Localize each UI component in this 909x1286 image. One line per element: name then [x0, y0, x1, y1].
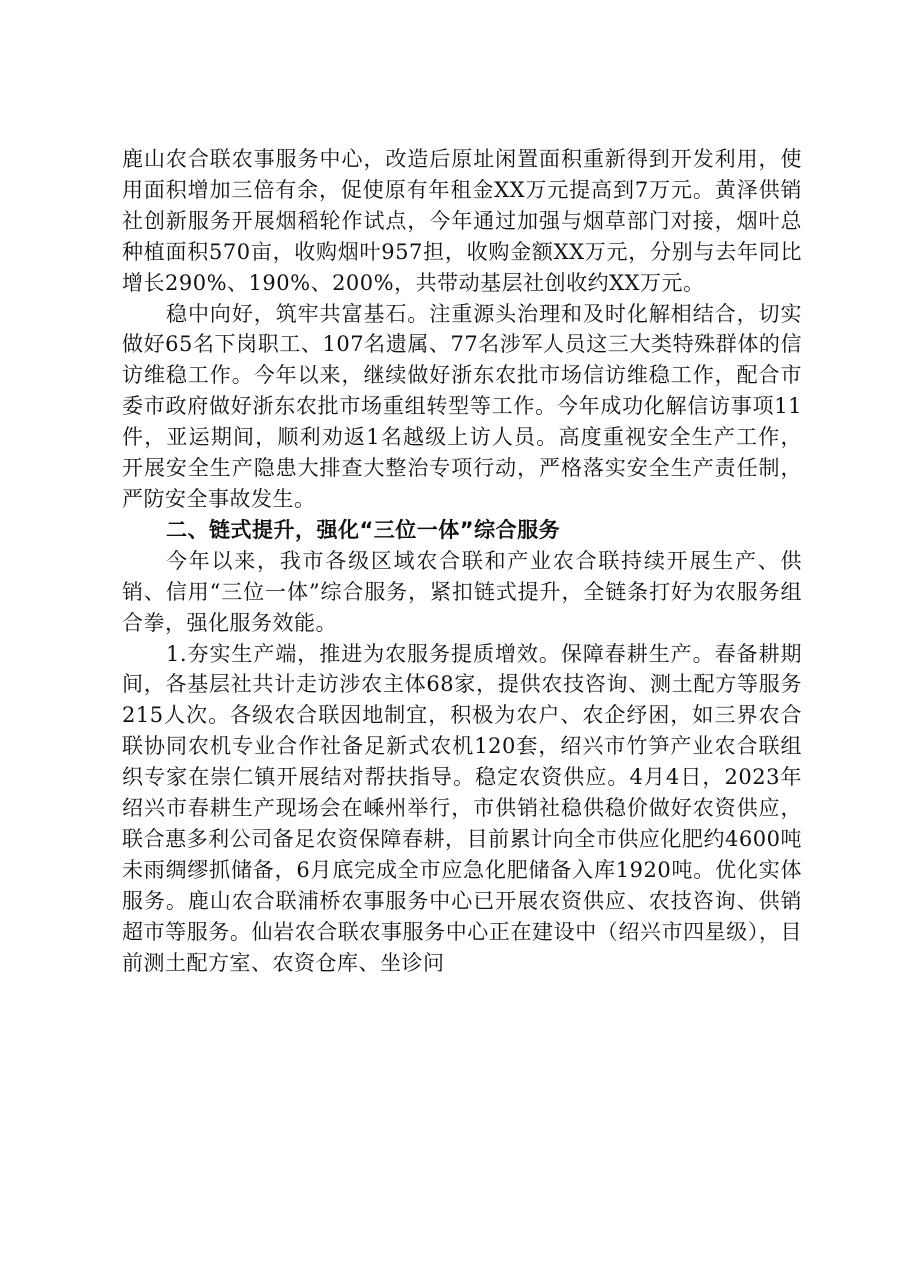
paragraph-section-intro: 今年以来，我市各级区域农合联和产业农合联持续开展生产、供销、信用“三位一体”综合服务，紧扣链式提升，全链条打好为农服务组合拳，强化服务效能。 — [122, 548, 802, 635]
paragraph-production-end: 1.夯实生产端，推进为农服务提质增效。保障春耕生产。春备耕期间，各基层社共计走访涉农主体68家，提供农技咨询、测土配方等服务215人次。各级农合联因地制宜，积极为农户、农企纾困，如三界农合联协同农机专业合作社备足新式农机120套，绍兴市竹笋产业农合联组织专家在崇仁镇开展结对帮扶指导。稳定农资供应。4月4日，2023年绍兴市春耕生产现场会在嵊州举行，市供销社稳供稳价做好农资供应，联合惠多利公司备足农资保障春耕，目前累计向全市供应化肥约4600吨未雨绸缪抓储备，6月底完成全市应急化肥储备入库1920吨。优化实体服务。鹿山农合联浦桥农事服务中心已开展农资供应、农技咨询、供销超市等服务。仙岩农合联农事服务中心正在建设中（绍兴市四星级），目前测土配方室、农资仓库、坐诊问 — [122, 641, 802, 975]
section-heading-2: 二、链式提升，强化“三位一体”综合服务 — [166, 517, 561, 542]
paragraph-stability: 稳中向好，筑牢共富基石。注重源头治理和及时化解相结合，切实做好65名下岗职工、107名遗属、77名涉军人员这三大类特殊群体的信访维稳工作。今年以来，继续做好浙东农批市场信访维稳工作，配合市委市政府做好浙东农批市场重组转型等工作。今年成功化解信访事项11件，亚运期间，顺利劝返1名越级上访人员。高度重视安全生产工作，开展安全生产隐患大排查大整治专项行动，严格落实安全生产责任制，严防安全事故发生。 — [122, 301, 802, 511]
document-page — [122, 144, 802, 978]
paragraph-lushan-tobacco: 鹿山农合联农事服务中心，改造后原址闲置面积重新得到开发利用，使用面积增加三倍有余，促使原有年租金XX万元提高到7万元。黄泽供销社创新服务开展烟稻轮作试点，今年通过加强与烟草部门对接，烟叶总种植面积570亩，收购烟叶957担，收购金额XX万元，分别与去年同比增长290%、190%、200%，共带动基层社创收约XX万元。 — [122, 147, 802, 295]
